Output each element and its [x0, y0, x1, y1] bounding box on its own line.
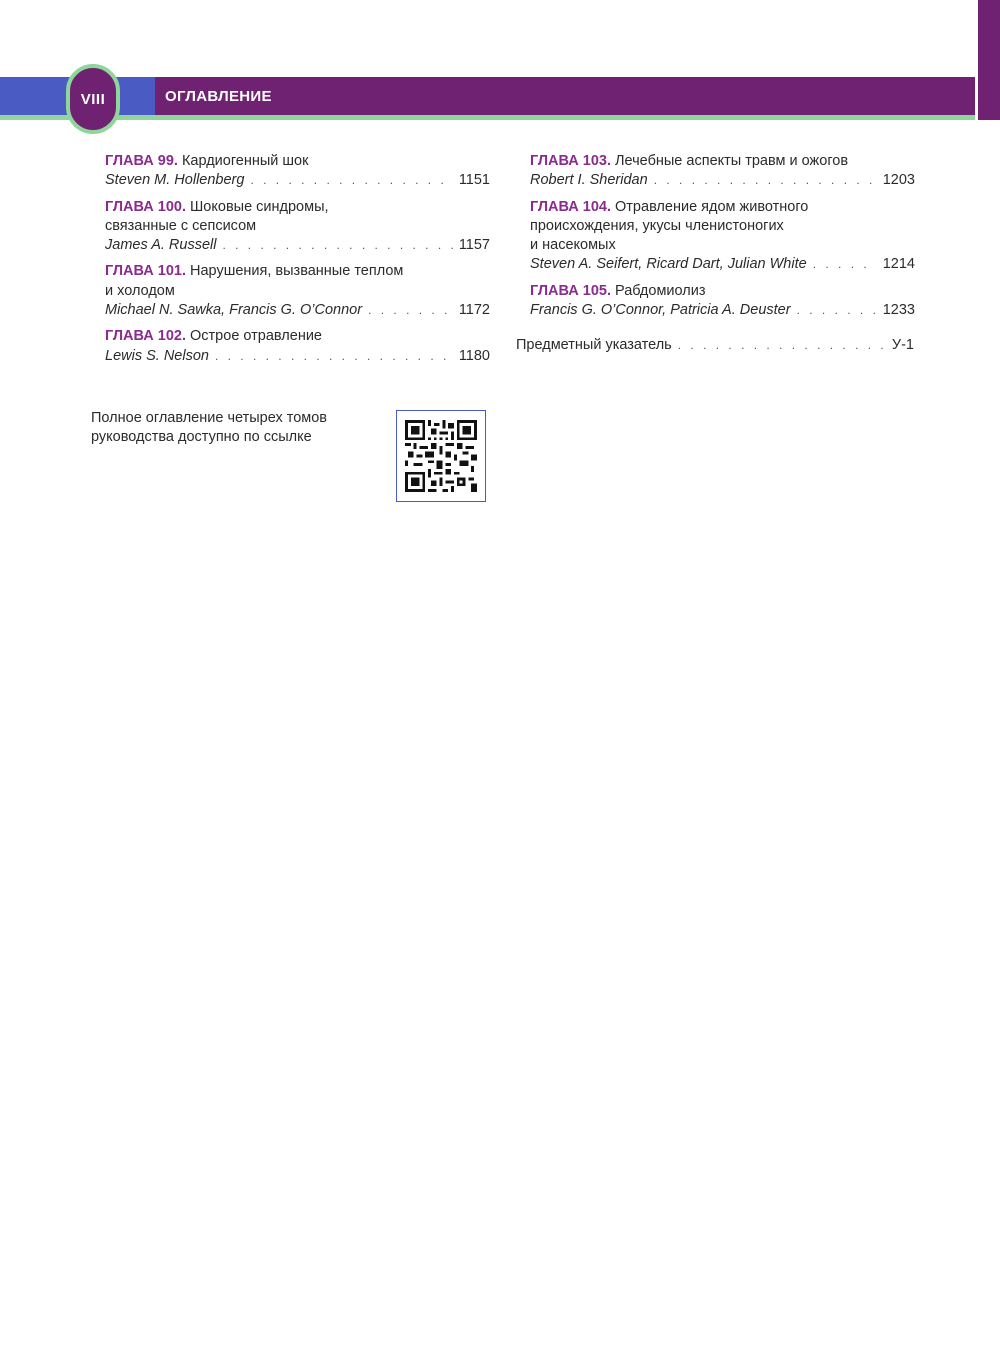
chapter-label: ГЛАВА 101. [105, 263, 186, 280]
chapter-title-continued: связанные с сепсисом [105, 217, 257, 234]
dot-leader [797, 301, 877, 320]
chapter-title: Лечебные аспекты травм и ожогов [615, 153, 849, 169]
toc-entry-subject-index[interactable] [516, 336, 914, 355]
dot-leader [368, 301, 453, 320]
chapter-title-continued: и холодом [105, 282, 175, 299]
chapter-title: Острое отравление [190, 328, 322, 345]
chapter-title-continued: происхождения, укусы членистоногих [530, 217, 784, 234]
qr-code-link[interactable] [396, 410, 486, 502]
chapter-title-continued: и насекомых [530, 237, 616, 254]
toc-entry-chapter-105[interactable] [530, 282, 915, 321]
chapter-title: Рабдомиолиз [615, 282, 706, 299]
toc-entry-chapter-103[interactable] [530, 152, 915, 191]
qr-code-icon [405, 420, 477, 492]
page-edge-tab [978, 0, 1000, 120]
chapter-page: 1151 [458, 172, 490, 189]
chapter-title: Шоковые синдромы, [190, 198, 329, 215]
toc-entry-chapter-101[interactable] [105, 262, 490, 320]
chapter-page: 1157 [458, 237, 490, 254]
dot-leader [215, 347, 453, 366]
chapter-title: Отравление ядом животного [615, 198, 809, 215]
note-line-2: руководства доступно по ссылке [91, 429, 312, 446]
dot-leader [678, 336, 886, 355]
chapter-label: ГЛАВА 105. [530, 282, 611, 299]
page-number: VIII [80, 90, 106, 108]
page-title: ОГЛАВЛЕНИЕ [165, 88, 272, 105]
chapter-author: Steven M. Hollenberg [105, 172, 245, 189]
chapter-author: Michael N. Sawka, Francis G. O’Connor [105, 302, 363, 319]
toc-entry-chapter-100[interactable] [105, 198, 490, 256]
chapter-author: Robert I. Sheridan [530, 172, 648, 189]
chapter-author: Lewis S. Nelson [105, 347, 209, 364]
header-band-underline [0, 115, 975, 120]
dot-leader [654, 171, 877, 190]
chapter-page: 1180 [458, 347, 490, 364]
note-line-1: Полное оглавление четырех томов [91, 410, 328, 426]
chapter-label: ГЛАВА 104. [530, 198, 611, 215]
toc-column-right [530, 152, 915, 327]
toc-entry-chapter-104[interactable] [530, 198, 915, 275]
chapter-page: 1203 [882, 172, 915, 189]
chapter-author: Steven A. Seifert, Ricard Dart, Julian White [530, 256, 807, 273]
chapter-author: Francis G. O’Connor, Patricia A. Deuster [530, 302, 791, 319]
index-page: У-1 [891, 337, 914, 353]
chapter-title: Нарушения, вызванные теплом [190, 263, 404, 280]
dot-leader [250, 171, 452, 190]
chapter-title: Кардиогенный шок [181, 153, 309, 169]
page-number-badge [66, 64, 120, 134]
full-toc-note [91, 409, 361, 448]
toc-entry-chapter-99[interactable] [105, 152, 490, 191]
toc-entry-chapter-102[interactable] [105, 327, 490, 366]
dot-leader [222, 236, 452, 255]
index-label: Предметный указатель [516, 337, 672, 353]
chapter-label: ГЛАВА 100. [105, 198, 186, 215]
chapter-page: 1172 [458, 302, 490, 319]
dot-leader [813, 255, 877, 274]
chapter-label: ГЛАВА 103. [530, 153, 611, 169]
page-edge-gap [975, 0, 978, 120]
chapter-label: ГЛАВА 102. [105, 328, 186, 345]
toc-column-left [105, 152, 490, 373]
chapter-label: ГЛАВА 99. [105, 153, 178, 169]
header-band-purple [155, 77, 975, 115]
chapter-page: 1233 [882, 302, 915, 319]
chapter-author: James A. Russell [105, 237, 217, 254]
chapter-page: 1214 [882, 256, 915, 273]
